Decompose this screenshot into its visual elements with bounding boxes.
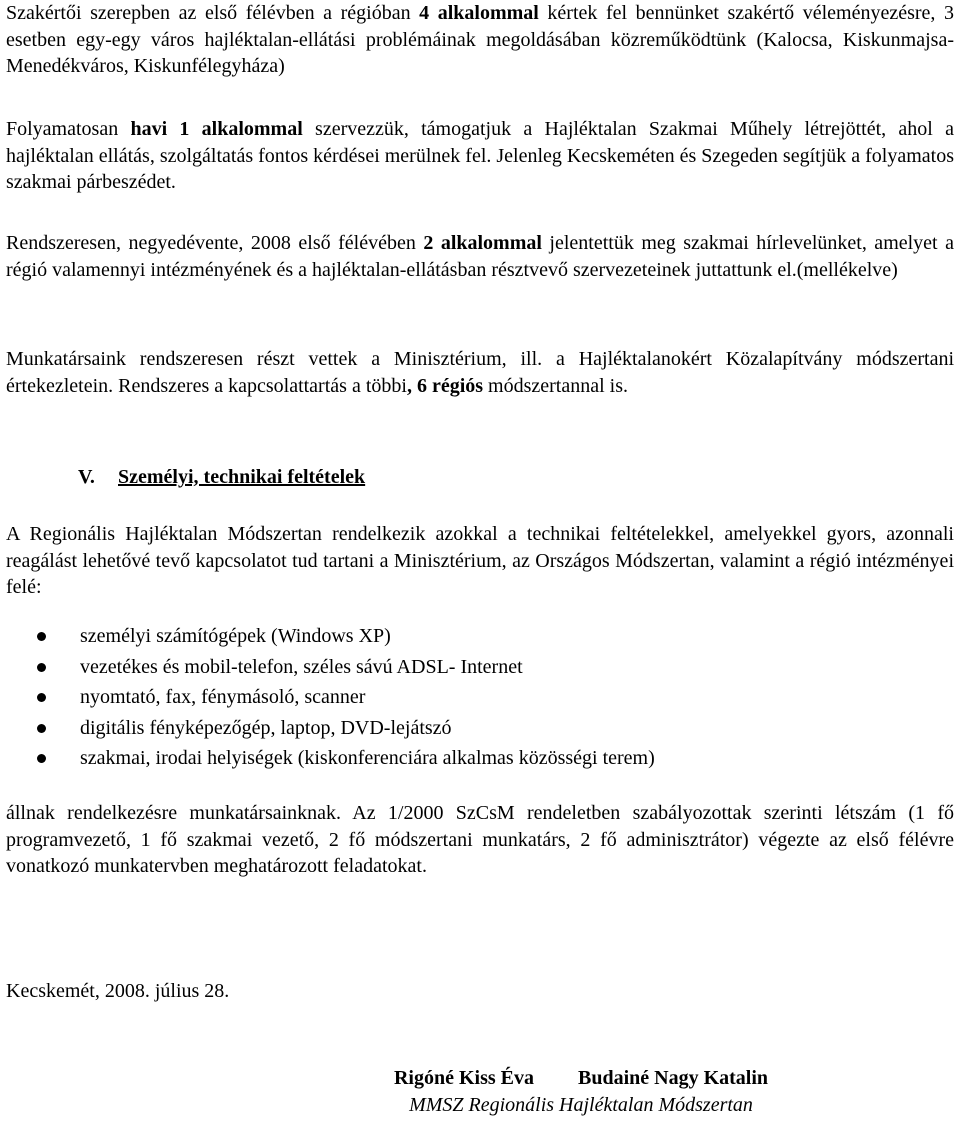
list-item [6, 682, 954, 713]
text-run: Szakértői szerepben az első félévben a régióban [6, 2, 420, 24]
list-item-text: vezetékes és mobil-telefon, széles sávú ADSL- Internet [80, 655, 523, 678]
bold-text-run: 2 alkalommal [423, 232, 542, 254]
text-run: Rendszeresen, negyedévente, 2008 első félévében [6, 232, 424, 254]
signatory-name-2: Budainé Nagy Katalin [577, 1067, 769, 1089]
text-run: szervezzük, támogatjuk a Hajléktalan Szakmai Műhely létrejöttét, ahol a hajléktalan ellátás, szolgáltatás fontos kérdései merülnek fel. Jelenleg Kecskeméten és Szegeden segítjük a folyamatos szakmai párbeszédet. [6, 118, 954, 193]
list-item-text: személyi számítógépek (Windows XP) [80, 625, 391, 647]
paragraph-newsletter [6, 230, 954, 283]
date-line: Kecskemét, 2008. július 28. [6, 980, 230, 1002]
signature-block [346, 1065, 816, 1118]
bullet-icon [37, 754, 46, 763]
bold-text-run: 4 alkalommal [419, 2, 539, 24]
list-item-text: szakmai, irodai helyiségek (kiskonferenciára alkalmas közösségi terem) [80, 747, 655, 769]
section-title: Személyi, technikai feltételek [118, 466, 366, 488]
list-item [6, 652, 954, 683]
signatory-name-1: Rigóné Kiss Éva [393, 1067, 534, 1089]
section-number: V. [78, 466, 95, 488]
text-run: módszertannal is. [483, 374, 628, 397]
bullet-icon [37, 663, 46, 672]
paragraph-meetings [6, 346, 954, 399]
paragraph-staff: állnak rendelkezésre munkatársainknak. Az 1/2000 SzCsM rendeletben szabályozottak szerinti létszám (1 fő programvezető, 1 fő szakmai vezető, 2 fő módszertani munkatárs, 2 fő adminisztrátor) végezte az első félévre vonatkozó munkatervben meghatározott feladatokat. [6, 802, 954, 877]
text-run: jelentettük meg szakmai hírlevelünket, amelyet a régió valamennyi intézményének és a hajléktalan-ellátásban résztvevő szervezeteinek juttattunk el.(mellékelve) [6, 232, 954, 281]
text-run: kértek fel bennünket szakértő véleményezésre, 3 esetben egy-egy város hajléktalan-ellátási problémáinak megoldásában közreműködtünk (Kalocsa, Kiskunmajsa- Menedékváros, Kiskunfélegyháza) [6, 2, 954, 77]
signatory-organization: MMSZ Regionális Hajléktalan Módszertan [409, 1093, 753, 1116]
list-item [6, 743, 954, 774]
bullet-icon [37, 632, 46, 641]
section-heading [78, 464, 365, 491]
list-item [6, 621, 954, 652]
equipment-list [6, 621, 954, 774]
bullet-icon [37, 724, 46, 733]
paragraph-technical-conditions: A Regionális Hajléktalan Módszertan rendelkezik azokkal a technikai feltételekkel, amelyekkel gyors, azonnali reagálást lehetővé tevő kapcsolatot tud tartani a Minisztérium, az Országos Módszertan, valamint a régió intézményei felé: [6, 523, 954, 598]
bullet-icon [37, 693, 46, 702]
text-run: Folyamatosan [6, 118, 131, 140]
text-run: Munkatársaink rendszeresen részt vettek a Minisztérium, ill. a Hajléktalanokért Közalapítvány módszertani értekezletein. Rendszeres a kapcsolattartás a többi [6, 348, 954, 397]
list-item-text: nyomtató, fax, fénymásoló, scanner [80, 686, 366, 708]
list-item [6, 713, 954, 744]
paragraph-expert-role [6, 0, 954, 80]
paragraph-workshop [6, 116, 954, 196]
bold-text-run: , 6 régiós [406, 374, 484, 397]
list-item-text: digitális fényképezőgép, laptop, DVD-lejátszó [80, 716, 452, 739]
signature-names [346, 1065, 816, 1092]
bold-text-run: havi 1 alkalommal [130, 118, 303, 140]
document-page [6, 0, 954, 1121]
